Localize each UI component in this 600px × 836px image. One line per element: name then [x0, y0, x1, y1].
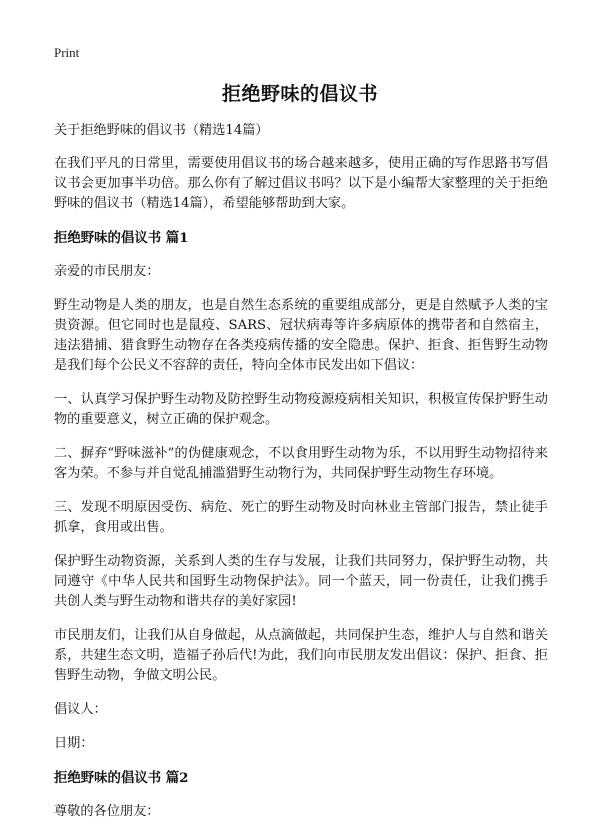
- section-1-date: 日期：: [54, 736, 94, 751]
- section-2-heading: 拒绝野味的倡议书 篇2: [54, 770, 189, 786]
- document-body: [54, 121, 548, 836]
- section-1-paragraph-5: 保护野生动物资源，关系到人类的生存与发展，让我们共同努力，保护野生动物，共同遵守《中华人民共和国野生动物保护法》。同一个蓝天，同一份责任，让我们携手共创人类与野生动物和谐共存的美好家园!: [54, 554, 548, 609]
- page-title: 拒绝野味的倡议书: [221, 83, 378, 105]
- subtitle: 关于拒绝野味的倡议书（精选14篇）: [54, 123, 269, 138]
- print-link[interactable]: Print: [54, 45, 80, 60]
- section-1-paragraph-6: 市民朋友们，让我们从自身做起，从点滴做起，共同保护生态，维护人与自然和谐关系，共建生态文明，造福子孙后代!为此，我们向市民朋友发出倡议：保护、拒食、拒售野生动物，争做文明公民。: [54, 628, 548, 683]
- section-1-heading: 拒绝野味的倡议书 篇1: [54, 230, 189, 246]
- section-1-paragraph-1: 野生动物是人类的朋友，也是自然生态系统的重要组成部分，更是自然赋予人类的宝贵资源。但它同时也是鼠疫、SARS、冠状病毒等许多病原体的携带者和自然宿主，违法猎捕、猎食野生动物存在各类疫病传播的安全隐患。保护、拒食、拒售野生动物是我们每个公民义不容辞的责任，特向全体市民发出如下倡议：: [54, 298, 548, 373]
- section-1-paragraph-4: 三、发现不明原因受伤、病危、死亡的野生动物及时向林业主管部门报告，禁止徒手抓拿，食用或出售。: [54, 500, 548, 535]
- intro-paragraph: 在我们平凡的日常里，需要使用倡议书的场合越来越多，使用正确的写作思路书写倡议书会更加事半功倍。那么你有了解过倡议书吗？以下是小编帮大家整理的关于拒绝野味的倡议书（精选14篇），希望能够帮助到大家。: [54, 156, 548, 211]
- section-1-greeting: 亲爱的市民朋友：: [54, 264, 160, 279]
- section-1-paragraph-3: 二、摒弃“野味滋补”的伪健康观念，不以食用野生动物为乐，不以用野生动物招待来客为荣。不参与并自觉乱捕滥猎野生动物行为，共同保护野生动物生存环境。: [54, 446, 548, 481]
- section-1-paragraph-2: 一、认真学习保护野生动物及防控野生动物疫源疫病相关知识，积极宣传保护野生动物的重要意义，树立正确的保护观念。: [54, 392, 548, 427]
- section-1-signer: 倡议人：: [54, 702, 107, 717]
- section-2-greeting: 尊敬的各位朋友：: [54, 804, 160, 819]
